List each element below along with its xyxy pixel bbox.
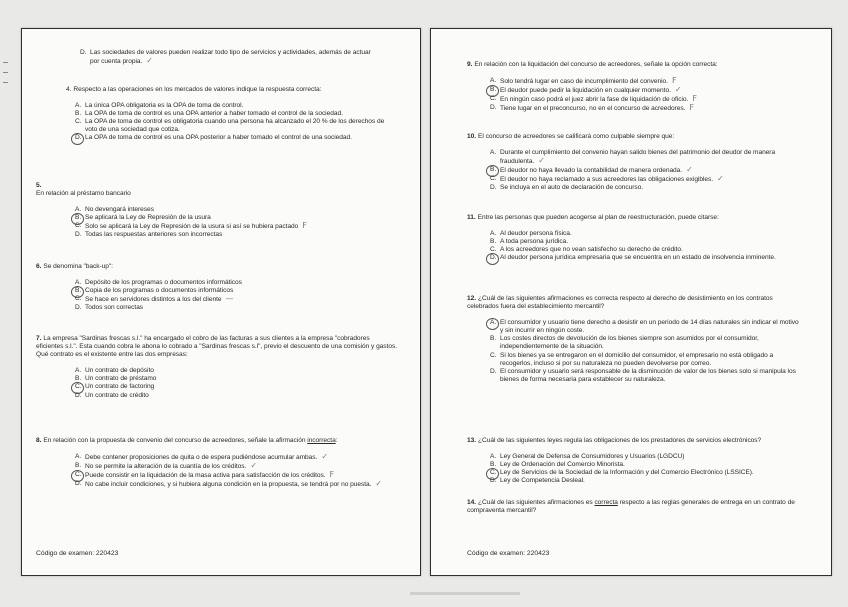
question-7: [36, 335, 398, 400]
exam-code-footer: Código de examen: 220423: [36, 550, 119, 557]
emphasis-correcta: correcta: [594, 499, 618, 506]
question-7-title: 7. La empresa "Sardinas frescas s.l." ha encargado el cobro de las facturas a sus clientes a la empresa "cobradores eficientes s.l.". Esta cuando cobra le abona lo cobrado a "Sardinas frescas s.l", previo el descuento de una comisión y gastos. Qué contrato es el existente entre las dos empresas:: [36, 335, 397, 359]
question-11-option-a: A. Al deudor persona física.: [490, 230, 572, 238]
grading-false-mark: F: [302, 221, 307, 231]
grading-false-mark: F: [689, 103, 694, 113]
question-8-title: 8. En relación con la propuesta de convenio del concurso de acreedores, señale la afirmación incorrecta:: [36, 437, 338, 444]
question-6-option-c: C. Se hace en servidores distintos a los del cliente —: [75, 294, 234, 304]
question-7-option-b: B. Un contrato de préstamo: [75, 375, 157, 383]
question-12-option-b: B. Los costes directos de devolución de los bienes siempre son asumidos por el consumidor, independientemente de la situación.: [490, 335, 759, 351]
question-13-option-c: C. Ley de Servicios de la Sociedad de la Información y del Comercio Electrónico (LSSICE).: [490, 469, 754, 477]
grading-check-mark: ✓: [146, 56, 153, 66]
grading-check-mark: ✓: [717, 174, 724, 184]
question-11-title: 11. Entre las personas que pueden acogerse al plan de reestructuración, puede citarse:: [467, 214, 719, 221]
question-7-option-a: A. Un contrato de depósito: [75, 367, 154, 375]
grading-check-mark: ✓: [321, 452, 328, 462]
question-14-title: 14. ¿Cuál de las siguientes afirmaciones es correcta respecto a las reglas generales de entrega en un contrato de compraventa mercantil?: [467, 499, 795, 515]
question-4-option-d: D. La OPA de toma de control es una OPA posterior a haber tomado el control de una sociedad.: [75, 134, 352, 142]
question-6-option-b: B. Copia de los programas o documentos informáticos: [75, 287, 234, 295]
question-4-option-a: A. La única OPA obligatoria es la OPA de toma de control.: [75, 102, 244, 110]
question-13-option-d: D. Ley de Competencia Desleal.: [490, 477, 585, 485]
question-11-option-c: C. A los acreedores que no vean satisfecho su derecho de crédito.: [490, 246, 683, 254]
question-5-title: En relación al préstamo bancario: [36, 190, 131, 198]
question-6-option-a: A. Depósito de los programas o documentos informáticos: [75, 279, 242, 287]
question-7-option-c: C. Un contrato de factoring: [75, 383, 155, 391]
scan-edge-mark: [3, 62, 8, 63]
question-5-option-c: C. Solo se aplicará la Ley de Represión de la usura si así se hubiera pactado F: [75, 221, 307, 231]
question-6-option-d: D. Todos son correctas: [75, 304, 144, 312]
question-9-option-a: A. Solo tendrá lugar en caso de incumplimiento del convenio. F: [490, 76, 677, 86]
question-11-option-b: B. A toda persona jurídica.: [490, 238, 569, 246]
question-10-option-d: D. Se incluya en el auto de declaración de concurso.: [490, 184, 644, 192]
question-9-title: 9. En relación con la liquidación del concurso de acreedores, señale la opción correcta:: [467, 61, 718, 68]
question-9-option-b: B. El deudor puede pedir la liquidación en cualquier momento. ✓: [490, 85, 682, 95]
grading-check-mark: ✓: [538, 156, 545, 166]
question-12-option-c: C. Si los bienes ya se entregaron en el domicilio del consumidor, el empresario no está obligado a recogerlos, incluso si por su naturaleza no pueden devolverse por correo.: [490, 351, 774, 367]
question-13-option-b: B. Ley de Ordenación del Comercio Minorista.: [490, 461, 625, 469]
grading-false-mark: F: [329, 470, 335, 480]
question-12-option-a: A. El consumidor y usuario tiene derecho a desistir en un periodo de 14 días naturales sin indicar el motivo y sin incurrir en ningún coste.: [490, 319, 799, 335]
question-12-option-d: D. El consumidor y usuario será responsable de la disminución de valor de los bienes solo si manipula los bienes de forma necesaria para establecer su naturaleza.: [490, 367, 796, 383]
question-4-option-b: B. La OPA de toma de control es una OPA anterior a haber tomado el control de la sociedad.: [75, 110, 343, 118]
question-8-option-d: D. No cabe incluir condiciones, y si hubiera alguna condición en la propuesta, se tendrá por no puesta. ✓: [75, 479, 383, 489]
question-9: [467, 61, 807, 113]
question-11: [467, 214, 797, 262]
question-6: [36, 263, 376, 312]
question-8-option-c: C. Puede consistir en la liquidación de la masa activa para satisfacción de los créditos. F: [75, 470, 335, 480]
scan-shadow-strip: [410, 592, 520, 595]
grading-check-mark: ✓: [375, 479, 383, 489]
exam-page-right: [430, 28, 832, 576]
question-10-option-c: C. El deudor no haya reclamado a sus acreedores las obligaciones exigibles. ✓: [490, 174, 724, 184]
grading-false-mark: F: [671, 76, 677, 86]
question-4-title: 4. Respecto a las operaciones en los mercados de valores indique la respuesta correcta:: [66, 86, 322, 93]
question-8: [36, 437, 398, 489]
question-5-option-d: D. Todas las respuestas anteriores son incorrectas: [75, 231, 223, 239]
question-12-title: 12. ¿Cuál de las siguientes afirmaciones es correcta respecto al derecho de desistimiento en los contratos celebrados fuera del establecimiento mercantil?: [467, 295, 773, 311]
question-9-option-c: C. En ningún caso podrá el juez abrir la fase de liquidación de oficio. F: [490, 94, 697, 104]
question-8-option-b: B. No se permite la alteración de la cuantía de los créditos. ✓: [75, 461, 257, 471]
question-5-option-b: B. Se aplicará la Ley de Represión de la usura: [75, 214, 211, 222]
question-7-option-d: D. Un contrato de crédito: [75, 391, 149, 399]
grading-check-mark: ✓: [250, 461, 257, 471]
emphasis-incorrecta: incorrecta: [307, 437, 336, 444]
exam-page-left: [21, 28, 421, 576]
question-9-option-d: D. Tiene lugar en el preconcurso, no en el concurso de acreedores. F: [490, 103, 694, 113]
scan-edge-mark: [3, 72, 8, 73]
question-10: [467, 133, 797, 193]
question-10-title: 10. El concurso de acreedores se calificará como culpable siempre que:: [467, 133, 675, 140]
question-13: [467, 437, 797, 485]
question-13-title: 13. ¿Cuál de las siguientes leyes regula las obligaciones de los prestadores de servicios electrónicos?: [467, 437, 762, 444]
question-14: [467, 499, 807, 515]
question-6-title: 6. Se denomina "back-up":: [36, 263, 113, 270]
question-12: [467, 295, 801, 384]
question-5-number: 5.: [36, 182, 42, 189]
scan-edge-mark: [3, 82, 8, 83]
grading-dash-mark: —: [225, 294, 234, 304]
question-10-option-a: A. Durante el cumplimiento del convenio hayan salido bienes del patrimonio del deudor de manera fraudulenta. ✓: [490, 149, 776, 166]
question-5-option-a: A. No devengará intereses: [75, 206, 154, 214]
question-4: [66, 86, 396, 143]
question-5: [36, 182, 376, 240]
grading-false-mark: F: [692, 94, 697, 104]
question-10-option-b: B. El deudor no haya llevado la contabilidad de manera ordenada. ✓: [490, 165, 693, 175]
grading-check-mark: ✓: [674, 85, 682, 95]
question-3-option-d: D. Las sociedades de valores pueden realizar todo tipo de servicios y actividades, además de actuar por cuenta propia. ✓: [80, 49, 371, 66]
question-13-option-a: A. Ley General de Defensa de Consumidores y Usuarios (LGDCU): [490, 453, 685, 461]
exam-code-footer: Código de examen: 220423: [467, 550, 550, 557]
question-11-option-d: D. Al deudor persona jurídica empresaria que se encuentra en un estado de insolvencia inminente.: [490, 254, 776, 262]
grading-check-mark: ✓: [686, 165, 693, 175]
question-4-option-c: C. La OPA de toma de control es obligatoria cuando una persona ha alcanzado el 20 % de los derechos de voto de una sociedad que cotiza.: [75, 118, 385, 134]
question-8-option-a: A. Debe contener proposiciones de quita o de espera pudiéndose acumular ambas. ✓: [75, 452, 328, 462]
